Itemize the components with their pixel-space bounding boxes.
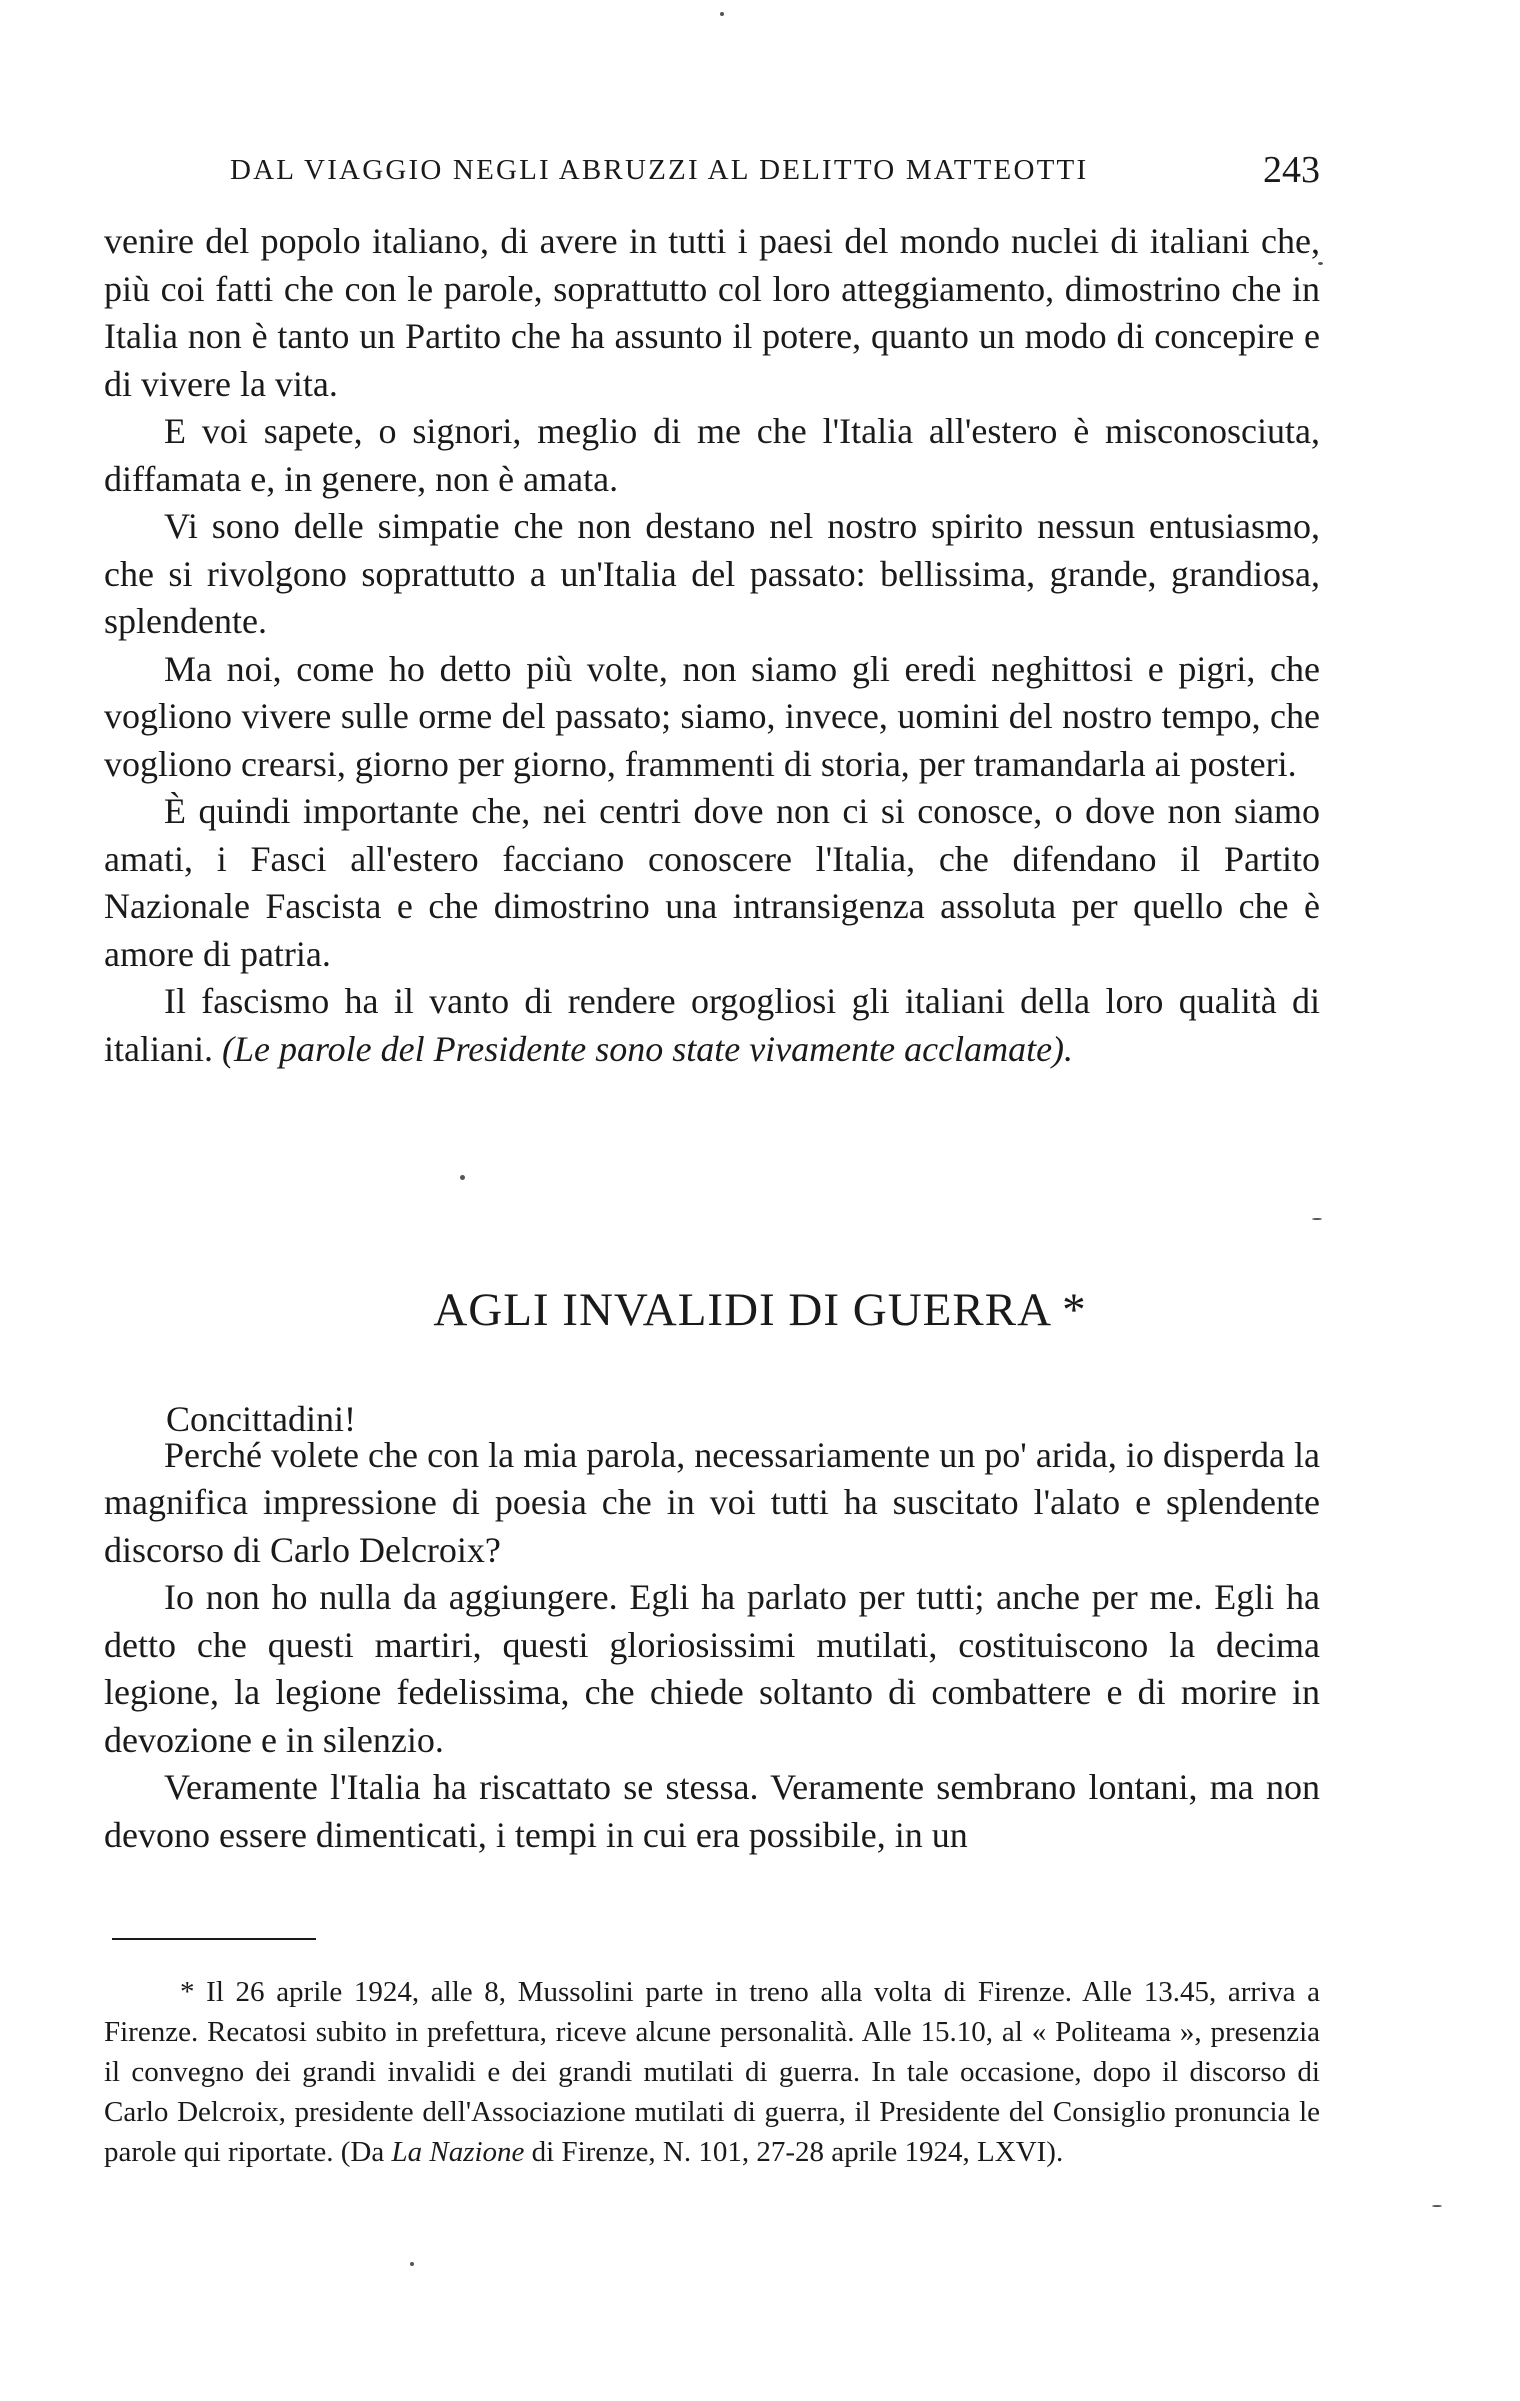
scan-speck xyxy=(410,2262,414,2266)
stage-direction: (Le parole del Presidente sono state vivamente acclamate). xyxy=(221,1028,1074,1069)
text-block-after-section xyxy=(104,1384,1320,1859)
footnote-divider xyxy=(112,1938,316,1940)
paragraph: È quindi importante che, nei centri dove non ci si conosce, o dove non siamo amati, i Fasci all'estero facciano conoscere l'Italia, che difendano il Partito Nazionale Fascista e che dimostrino una intransigenza assoluta per quello che è amore di patria. xyxy=(104,791,1320,974)
paragraph: E voi sapete, o signori, meglio di me che l'Italia all'estero è misconosciuta, diffamata e, in genere, non è amata. xyxy=(104,411,1320,499)
section-title: AGLI INVALIDI DI GUERRA * xyxy=(433,1284,1087,1336)
paragraph: venire del popolo italiano, di avere in tutti i paesi del mondo nuclei di italiani che, più coi fatti che con le parole, soprattutto col loro atteggiamento, dimostrino che in Italia non è tanto un Partito che ha assunto il potere, quanto un modo di concepire e di vivere la vita. xyxy=(104,221,1320,404)
salutation: Concittadini! xyxy=(166,1399,356,1439)
scan-speck xyxy=(1312,1218,1322,1220)
scan-speck xyxy=(720,12,724,16)
footnote xyxy=(104,1972,1320,2172)
running-title: DAL VIAGGIO NEGLI ABRUZZI AL DELITTO MATTEOTTI xyxy=(230,154,1089,186)
paragraph: Ma noi, come ho detto più volte, non siamo gli eredi neghittosi e pigri, che vogliono vivere sulle orme del passato; siamo, invece, uomini del nostro tempo, che vogliono crearsi, giorno per giorno, frammenti di storia, per tramandarla ai posteri. xyxy=(104,648,1320,784)
footnote-citation: di Firenze, N. 101, 27-28 aprile 1924, LXVI). xyxy=(531,2136,1064,2168)
paragraph: Vi sono delle simpatie che non destano nel nostro spirito nessun entusiasmo, che si rivolgono soprattutto a un'Italia del passato: bellissima, grande, grandiosa, splendente. xyxy=(104,506,1320,641)
closing-text: Il fascismo ha il vanto di rendere orgogliosi gli italiani della loro qualità di italiani. xyxy=(104,981,1320,1069)
paragraph: Veramente l'Italia ha riscattato se stessa. Veramente sembrano lontani, ma non devono essere dimenticati, i tempi in cui era possibile, in un xyxy=(104,1767,1320,1855)
scan-speck xyxy=(1432,2205,1442,2207)
page-number: 243 xyxy=(1263,149,1320,191)
running-head xyxy=(230,148,1320,194)
footnote-text xyxy=(104,1972,1320,2172)
newspaper-name: La Nazione xyxy=(391,2136,525,2168)
scan-speck xyxy=(1318,262,1323,265)
closing-paragraph xyxy=(104,978,1320,1073)
text-block-before-section xyxy=(104,218,1320,1073)
paragraph: Io non ho nulla da aggiungere. Egli ha parlato per tutti; anche per me. Egli ha detto che questi martiri, questi gloriosissimi mutilati, costituiscono la decima legione, la legione fedelissima, che chiede soltanto di combattere e di morire in devozione e in silenzio. xyxy=(104,1577,1320,1760)
scan-speck xyxy=(460,1175,465,1180)
paragraph: Perché volete che con la mia parola, necessariamente un po' arida, io disperda la magnifica impressione di poesia che in voi tutti ha suscitato l'alato e splendente discorso di Carlo Delcroix? xyxy=(104,1434,1320,1570)
footnote-body: * Il 26 aprile 1924, alle 8, Mussolini parte in treno alla volta di Firenze. Alle 13.45, arriva a Firenze. Recatosi subito in prefettura, riceve alcune personalità. Alle 15.10, al « Politeama », presenzia il convegno dei grandi invalidi e dei grandi mutilati di guerra. In tale occasione, dopo il discorso di Carlo Delcroix, presidente dell'Associazione mutilati di guerra, il Presidente del Consiglio pronuncia le parole qui riportate. (Da xyxy=(104,1976,1320,2168)
